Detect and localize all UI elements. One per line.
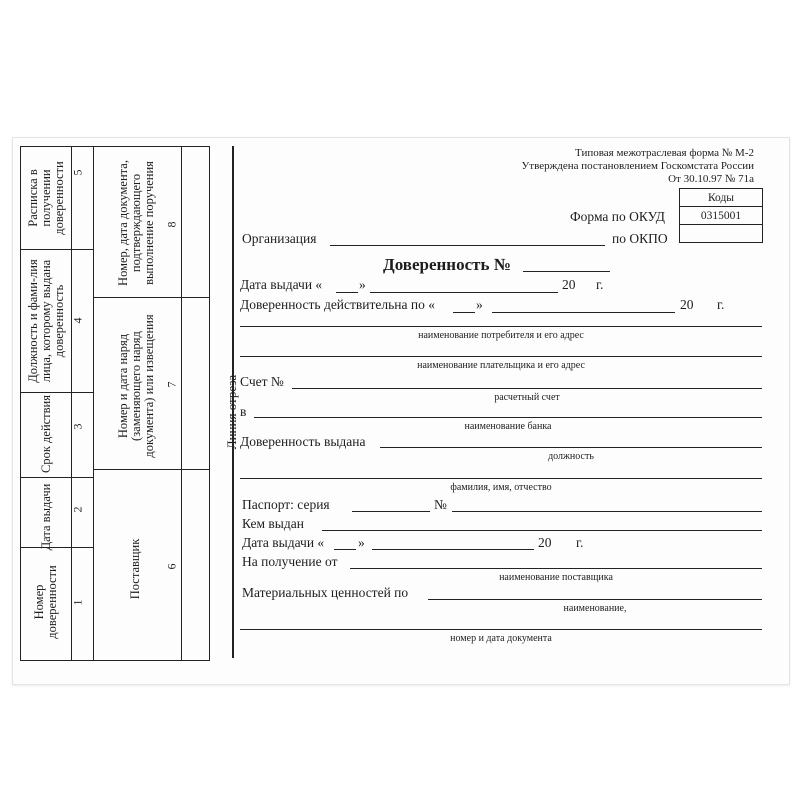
issue-day-field[interactable] <box>336 292 358 293</box>
consumer-field[interactable] <box>240 326 762 327</box>
cut-line-label: Линия отреза <box>224 374 239 450</box>
okpo-code[interactable] <box>680 225 763 243</box>
valid-day-field[interactable] <box>453 312 475 313</box>
doc-number-field[interactable] <box>240 629 762 630</box>
supplier-caption: наименование поставщика <box>499 572 613 583</box>
materials-field[interactable] <box>428 599 762 600</box>
account-label: Счет № <box>240 374 284 389</box>
stub-divider <box>181 147 182 660</box>
stub-table <box>20 146 210 661</box>
stub-col-receipt: Расписка в получении доверенности <box>25 161 66 235</box>
passport-number-label: № <box>434 497 447 512</box>
form-approval: Утверждена постановлением Госкомстата России <box>521 160 754 172</box>
naming-caption: наименование, <box>563 603 627 614</box>
passport-year-prefix: 20 <box>538 535 552 550</box>
bank-field[interactable] <box>254 417 762 418</box>
okud-label: Форма по ОКУД <box>570 209 666 224</box>
stub-col-validity: Срок действия <box>38 395 53 473</box>
bank-caption: наименование банка <box>464 421 552 432</box>
stub-col-number: Номер доверенности <box>32 565 59 639</box>
valid-year-prefix: 20 <box>680 297 694 312</box>
passport-series-field[interactable] <box>352 511 430 512</box>
issue-year-suffix: г. <box>596 277 604 292</box>
fullname-caption: фамилия, имя, отчество <box>450 482 552 493</box>
stub-num: 5 <box>70 169 85 176</box>
valid-until-label: Доверенность действительна по « <box>240 297 435 312</box>
issue-date-quote: » <box>359 277 366 292</box>
account-field[interactable] <box>292 388 762 389</box>
stub-divider <box>93 469 209 470</box>
stub-col-issue-date: Дата выдачи <box>38 483 53 551</box>
position-field[interactable] <box>380 447 762 448</box>
receive-from-label: На получение от <box>242 554 338 569</box>
passport-month-field[interactable] <box>372 549 534 550</box>
passport-number-field[interactable] <box>452 511 762 512</box>
issue-month-field[interactable] <box>370 292 558 293</box>
stub-divider <box>93 147 94 660</box>
stub-num: 7 <box>164 381 179 388</box>
organization-label: Организация <box>242 231 317 246</box>
codes-box <box>679 188 763 243</box>
stub-num: 6 <box>164 563 179 570</box>
stub-num: 3 <box>70 423 85 430</box>
passport-date-quote: » <box>358 535 365 550</box>
passport-day-field[interactable] <box>334 549 356 550</box>
stub-num: 1 <box>70 599 85 606</box>
document-title: Доверенность № <box>383 255 511 274</box>
stub-num: 2 <box>70 506 85 513</box>
stub-divider <box>71 147 72 660</box>
payer-caption: наименование плательщика и его адрес <box>417 360 585 371</box>
valid-year-suffix: г. <box>717 297 725 312</box>
okud-code[interactable]: 0315001 <box>680 207 763 225</box>
passport-series-label: Паспорт: серия <box>242 497 330 512</box>
passport-year-suffix: г. <box>576 535 584 550</box>
account-caption: расчетный счет <box>494 392 560 403</box>
valid-month-field[interactable] <box>492 312 675 313</box>
codes-heading: Коды <box>680 189 763 207</box>
issued-by-field[interactable] <box>322 530 762 531</box>
organization-field[interactable] <box>330 245 605 246</box>
document-number-field[interactable] <box>523 271 610 272</box>
stub-num: 4 <box>70 317 85 324</box>
stub-divider <box>93 297 209 298</box>
payer-field[interactable] <box>240 356 762 357</box>
okpo-label: по ОКПО <box>612 231 668 246</box>
valid-until-quote: » <box>476 297 483 312</box>
form-approval-date: От 30.10.97 № 71а <box>668 173 754 185</box>
issued-by-label: Кем выдан <box>242 516 304 531</box>
bank-in-label: в <box>240 404 247 419</box>
stub-col-order: Номер и дата наряд (заменяющего наряд документа) или извещения <box>115 314 156 458</box>
supplier-field[interactable] <box>350 568 762 569</box>
stub-num: 8 <box>164 221 179 228</box>
stub-col-supplier: Поставщик <box>127 538 142 600</box>
issued-to-label: Доверенность выдана <box>240 434 366 449</box>
issue-date-label: Дата выдачи « <box>240 277 323 292</box>
materials-label: Материальных ценностей по <box>242 585 409 600</box>
issue-year-prefix: 20 <box>562 277 576 292</box>
position-caption: должность <box>548 451 594 462</box>
stub-col-position: Должность и фами-лия лица, которому выдана доверенность <box>25 259 66 383</box>
stub-divider <box>21 249 93 250</box>
doc-number-caption: номер и дата документа <box>450 633 552 644</box>
passport-date-label: Дата выдачи « <box>242 535 325 550</box>
fullname-field[interactable] <box>240 478 762 479</box>
consumer-caption: наименование потребителя и его адрес <box>418 330 584 341</box>
stub-col-confirming-doc: Номер, дата документа, подтверждающего выполнение поручения <box>115 160 156 286</box>
form-standard: Типовая межотраслевая форма № М-2 <box>575 147 754 159</box>
